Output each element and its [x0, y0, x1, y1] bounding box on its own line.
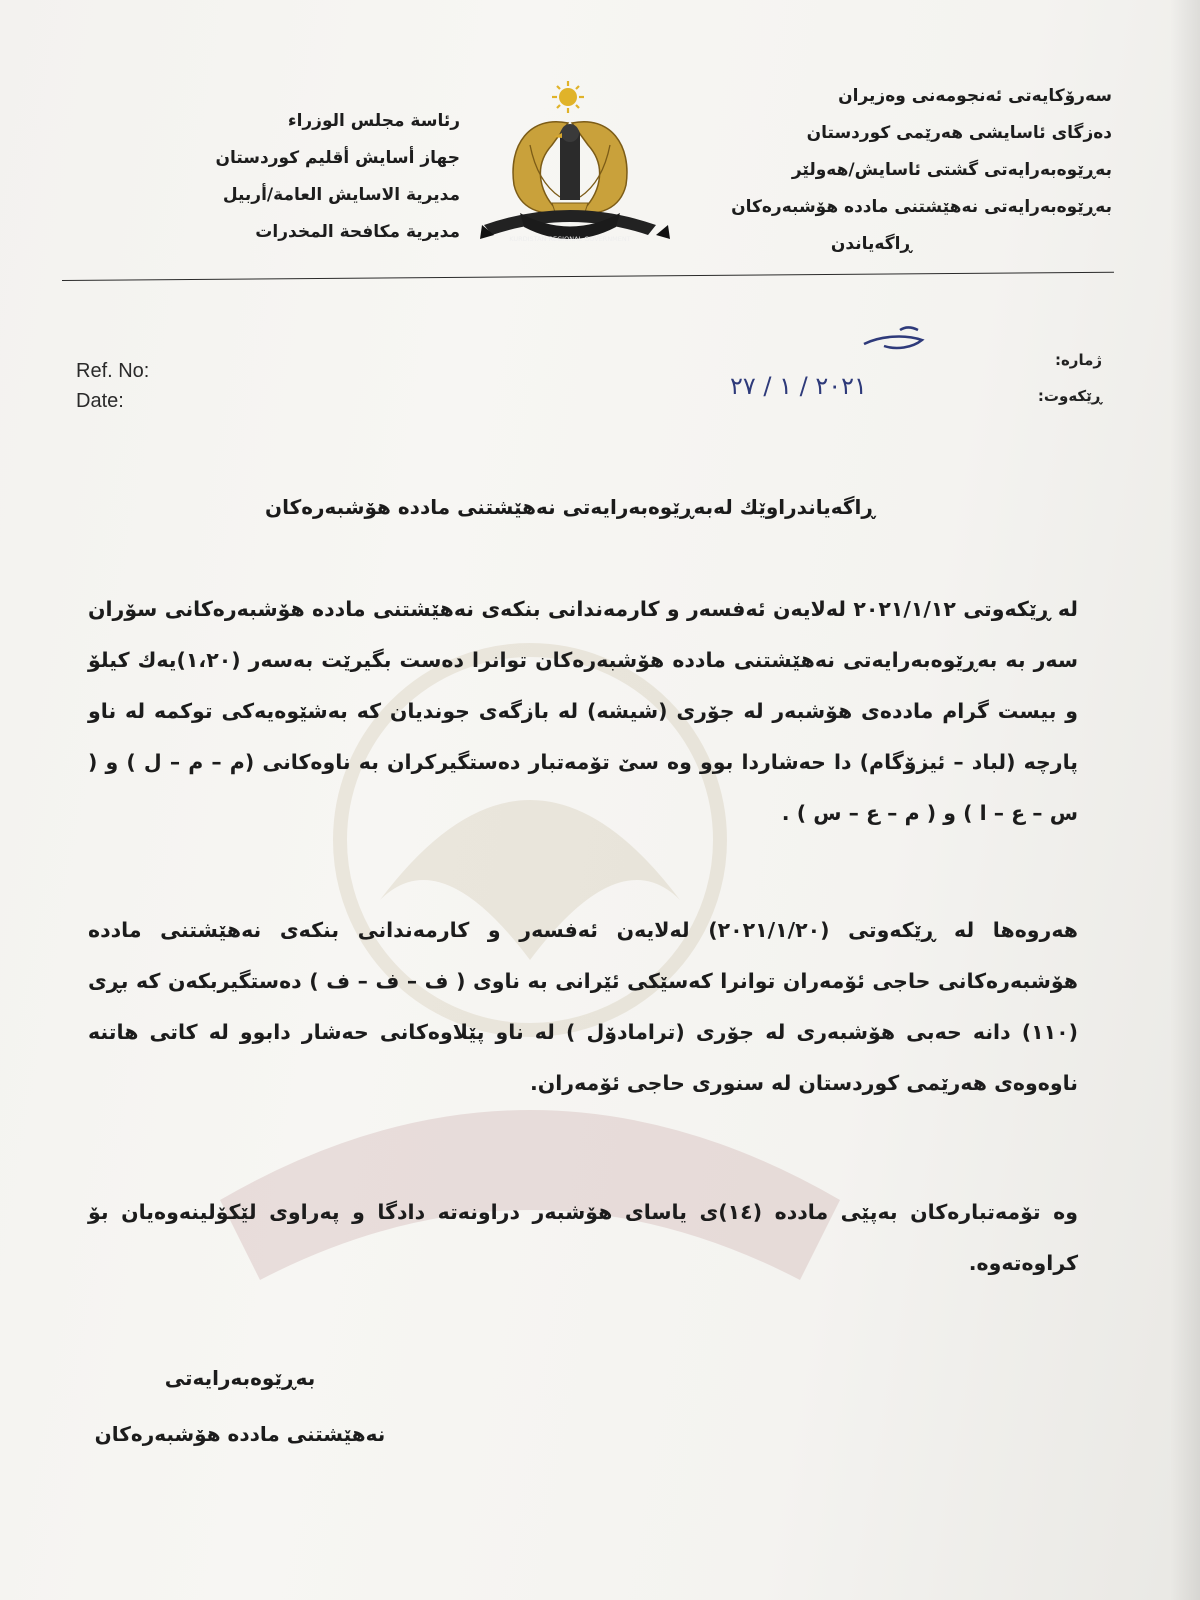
header-ku-line-5: ڕاگەیاندن — [830, 234, 912, 254]
header-kurdish — [692, 78, 1112, 263]
header-ku-line-2: دەزگای ئاسایشی هەرێمی کوردستان — [806, 123, 1112, 143]
handwritten-date: ٢٠٢١ / ١ / ٢٧ — [730, 372, 867, 400]
body-paragraph-1: لە ڕێکەوتی ٢٠٢١/١/١٢ لەلایەن ئەفسەر و کارمەندانی بنکەی نەهێشتنی مادده هۆشبەرەکانی سۆران سەر بە بەڕێوەبەرایەتی نەهێشتنی مادده هۆشبەرەکان توانرا دەست بگیرێت بەسەر (١،٢٠)یەك کیلۆ و بیست گرام ماددەی هۆشبەر لە جۆری (شیشە) لە بازگەی جوندیان کە بەشێوەیەکی توکمە لە ناو پارچە (لباد – ئیزۆگام) دا حەشاردا بوو وە سێ تۆمەتبار دەستگیرکران بە ناوەکانی (م – م – ل ) و ( س – ع – ا ) و ( م – ع – س ) . — [88, 597, 1079, 825]
header-ar-line-3: مديرية الاسايش العامة/أربيل — [222, 185, 460, 205]
header-ku-line-4: بەڕێوەبەرایەتی نەهێشتنی مادده هۆشبەرەکان — [731, 197, 1112, 217]
ref-block-ku — [1038, 342, 1102, 414]
header-ar-line-2: جهاز أسايش أقليم كوردستان — [215, 148, 460, 168]
body-paragraph-2: هەروەها لە ڕێکەوتی (٢٠٢١/١/٢٠) لەلایەن ئەفسەر و کارمەندانی بنکەی نەهێشتنی مادده هۆشبەرەکانی حاجی ئۆمەران توانرا کەسێکی ئێرانی بە ناوی ( ف – ف – ف ) دەستگیربکەن کە بڕی (١١٠) دانە حەبی هۆشبەری لە جۆری (ترامادۆل ) لە ناو پێلاوەکانی حەشار دابوو لە کاتی هاتنە ناوەوەی هەرێمی کوردستان لە سنوری حاجی ئۆمەران. — [88, 918, 1078, 1095]
ref-no-label: Ref. No: — [76, 360, 150, 382]
header-ku-line-1: سەرۆکایەتی ئەنجومەنی وەزیران — [838, 86, 1112, 106]
header-ar-line-4: مديرية مكافحة المخدرات — [255, 222, 460, 242]
signature-line-1: بەڕێوەبەرایەتی — [164, 1366, 316, 1390]
number-label-ku: ژمارە: — [1054, 351, 1102, 369]
date-label-ku: ڕێکەوت: — [1037, 387, 1102, 405]
header-ar-line-1: رئاسة مجلس الوزراء — [287, 111, 460, 131]
signature-block — [80, 1350, 400, 1462]
document-title: ڕاگەیاندراوێك لەبەڕێوەبەرایەتی نەهێشتنی مادده هۆشبەرەکان — [265, 495, 875, 519]
handwritten-number-mark — [860, 318, 930, 358]
header-ku-line-3: بەڕێوەبەرایەتی گشتی ئاسایش/هەولێر — [791, 160, 1112, 180]
signature-line-2: نەهێشتنی مادده هۆشبەرەکان — [94, 1422, 386, 1446]
logo-caption: KURDISTAN REGIONAL GOVERNMENT — [509, 235, 631, 243]
page-edge-shadow — [1170, 0, 1200, 1600]
body-paragraph-3: وە تۆمەتبارەکان بەپێی مادده (١٤)ی یاسای هۆشبەر دراونەتە دادگا و پەراوی لێکۆلینەوەیان بۆ کراوەتەوە. — [88, 1200, 1079, 1275]
header-arabic — [70, 103, 460, 251]
ref-block-en — [76, 356, 149, 416]
krg-emblem-icon — [480, 75, 670, 275]
date-label: Date: — [76, 390, 124, 412]
